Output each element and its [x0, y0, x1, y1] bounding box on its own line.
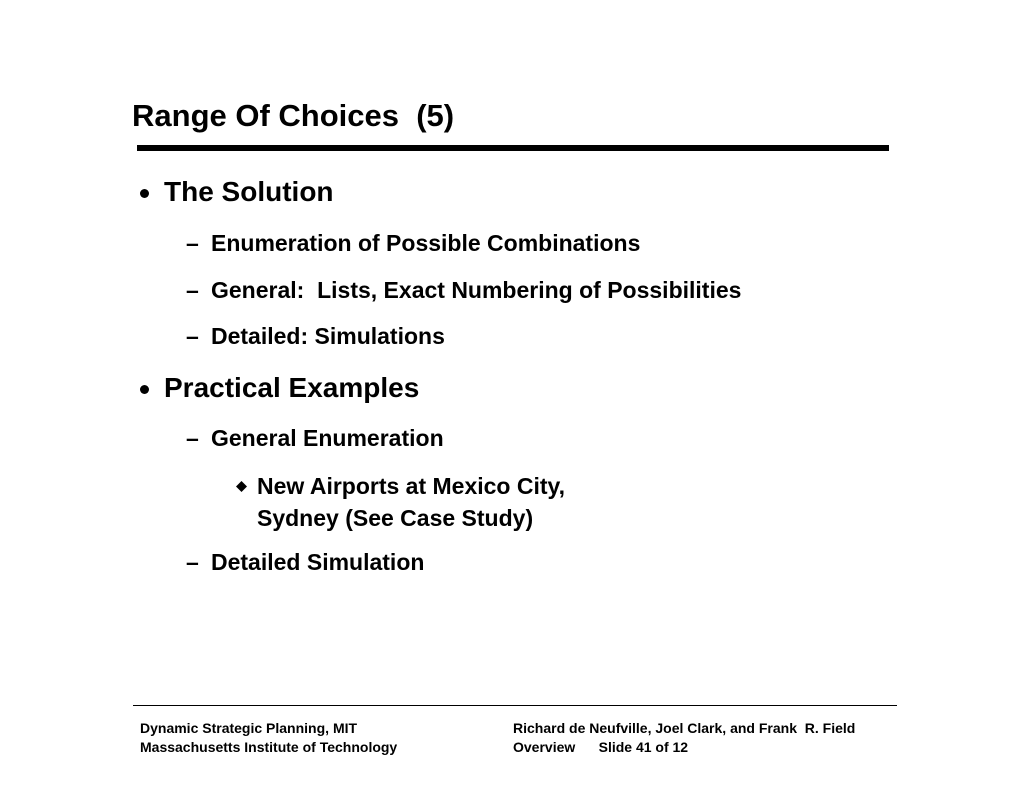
- bullet-label: Practical Examples: [164, 372, 420, 403]
- sub-bullet-label: General: Lists, Exact Numbering of Possibilities: [211, 277, 742, 303]
- diamond-bullet-icon: [236, 481, 247, 492]
- footer-left-line1: Dynamic Strategic Planning, MIT: [140, 720, 358, 736]
- dash-icon: –: [186, 549, 199, 575]
- bullet-dot-icon: [140, 385, 149, 394]
- footer-left-line2: Massachusetts Institute of Technology: [140, 739, 398, 755]
- sub-sub-bullet-line2: Sydney (See Case Study): [257, 505, 534, 531]
- dash-icon: –: [186, 230, 199, 256]
- dash-icon: –: [186, 323, 199, 349]
- dash-icon: –: [186, 425, 199, 451]
- slide-title: Range Of Choices (5): [132, 98, 455, 133]
- sub-bullet-label: General Enumeration: [211, 425, 444, 451]
- title-underline: [137, 145, 889, 151]
- sub-bullet-detailed-simulation: [186, 549, 425, 657]
- footer-right-line2: Overview Slide 41 of 12: [513, 739, 689, 755]
- sub-bullet-label: Detailed Simulation: [211, 549, 425, 575]
- bullet-the-solution: [140, 176, 334, 304]
- sub-bullet-label: Enumeration of Possible Combinations: [211, 230, 641, 256]
- footer-right-line1: Richard de Neufville, Joel Clark, and Frank R. Field: [513, 720, 856, 736]
- bullet-dot-icon: [140, 189, 149, 198]
- sub-sub-bullet-line1: New Airports at Mexico City,: [257, 473, 566, 499]
- footer-divider: [133, 705, 897, 706]
- bullet-label: The Solution: [164, 176, 334, 207]
- dash-icon: –: [186, 277, 199, 303]
- sub-bullet-label: Detailed: Simulations: [211, 323, 445, 349]
